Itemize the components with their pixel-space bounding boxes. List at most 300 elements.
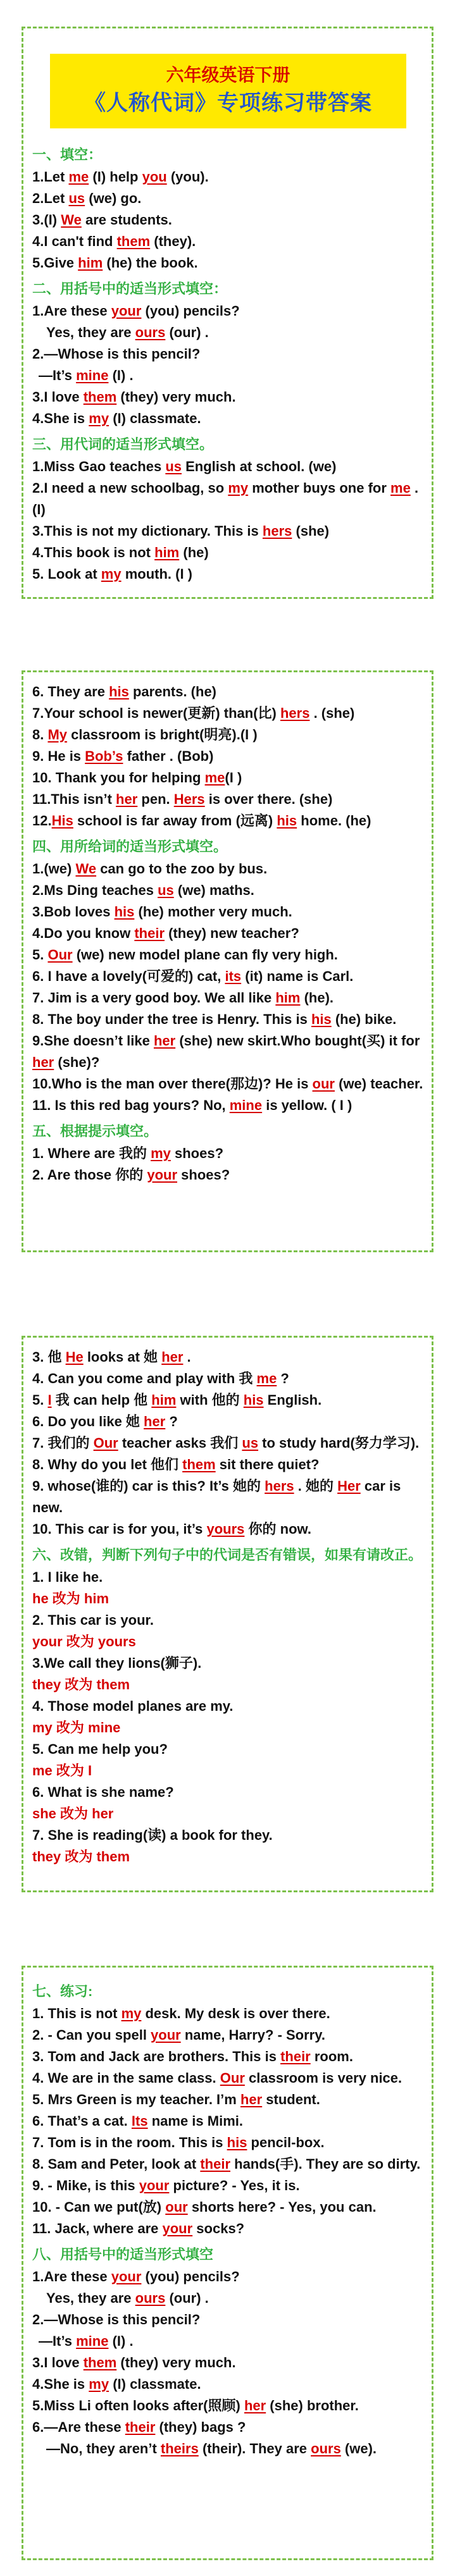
exercise-line bbox=[32, 2068, 424, 2089]
answer-text: your bbox=[151, 2027, 181, 2043]
question-text: —It’s bbox=[39, 2333, 77, 2349]
question-text: 4.She is bbox=[32, 2376, 89, 2392]
answer-text: us bbox=[165, 459, 182, 474]
exercise-line bbox=[32, 923, 424, 944]
exercise-line bbox=[32, 1411, 424, 1433]
answer-text: them bbox=[83, 389, 117, 405]
exercise-line bbox=[32, 2266, 424, 2288]
exercise-line bbox=[32, 456, 424, 478]
answer-text: my bbox=[228, 480, 249, 496]
question-text: (they) new teacher? bbox=[165, 925, 299, 941]
exercise-line bbox=[32, 810, 424, 832]
question-text: (she) bbox=[292, 523, 330, 539]
question-text: 5.Give bbox=[32, 255, 78, 271]
answer-text: her bbox=[240, 2092, 263, 2107]
question-text: 4. We are in the same class. bbox=[32, 2070, 220, 2086]
exercise-line bbox=[32, 2132, 424, 2154]
question-text: (our) . bbox=[165, 2290, 209, 2306]
question-text: home. (he) bbox=[297, 813, 371, 829]
answer-text: hers bbox=[262, 523, 292, 539]
section-heading: 七、练习: bbox=[32, 1983, 93, 1999]
question-text: 10. - Can we put(放) bbox=[32, 2199, 166, 2215]
question-text: 5.Miss Li often looks after(照顾) bbox=[32, 2398, 244, 2413]
answer-text: ours bbox=[135, 2290, 166, 2306]
exercise-line bbox=[32, 365, 424, 386]
question-text: 2. - Can you spell bbox=[32, 2027, 151, 2043]
answer-text: his bbox=[114, 904, 135, 920]
exercise-line bbox=[32, 1433, 424, 1454]
question-text: classroom is bright(明亮).(I ) bbox=[67, 727, 258, 743]
question-text: (she) brother. bbox=[266, 2398, 359, 2413]
section-heading: 四、用所给词的适当形式填空。 bbox=[32, 839, 228, 854]
question-text: 9. whose(谁的) car is this? It’s 她的 bbox=[32, 1478, 265, 1494]
question-text: . 她的 bbox=[294, 1478, 338, 1494]
answer-text: me bbox=[68, 169, 89, 185]
question-text: 9. - Mike, is this bbox=[32, 2178, 139, 2193]
exercise-line bbox=[32, 1009, 424, 1030]
exercise-line bbox=[32, 880, 424, 901]
answer-text: hers bbox=[280, 705, 310, 721]
exercise-line bbox=[32, 343, 424, 365]
question-text: (I) help bbox=[89, 169, 142, 185]
answer-text: me bbox=[390, 480, 411, 496]
correction-answer: my 改为 mine bbox=[32, 1720, 121, 1735]
question-text: picture? - Yes, it is. bbox=[169, 2178, 300, 2193]
question-text: mother buys one for bbox=[248, 480, 391, 496]
question-text: 3.This is not my dictionary. This is bbox=[32, 523, 263, 539]
question-text: 8. Sam and Peter, look at bbox=[32, 2156, 201, 2172]
exercise-line bbox=[32, 1347, 424, 1368]
question-text: are students. bbox=[81, 212, 172, 228]
question-text: 3.I love bbox=[32, 2355, 84, 2370]
exercise-line bbox=[32, 944, 424, 966]
question-text: 6. What is she name? bbox=[32, 1784, 174, 1800]
answer-text: us bbox=[68, 190, 85, 206]
answer-text: ours bbox=[135, 324, 166, 340]
question-text: (we) teacher. bbox=[335, 1076, 423, 1092]
exercise-line bbox=[32, 2309, 424, 2331]
question-text: 8. The boy under the tree is Henry. This is bbox=[32, 1011, 311, 1027]
question-text: pencil-box. bbox=[247, 2135, 325, 2150]
question-text: English. bbox=[263, 1392, 322, 1408]
exercise-line bbox=[32, 789, 424, 810]
answer-text: him bbox=[78, 255, 103, 271]
question-text: name is Mimi. bbox=[147, 2113, 243, 2129]
exercise-line bbox=[32, 300, 424, 322]
question-text: 4.This book is not bbox=[32, 545, 155, 560]
question-text: 你的 now. bbox=[244, 1521, 311, 1537]
question-text: 我 can help 他 bbox=[51, 1392, 152, 1408]
answer-text: theirs bbox=[160, 2441, 199, 2456]
question-text: 7. Tom is in the room. This is bbox=[32, 2135, 227, 2150]
question-text: —It’s bbox=[39, 367, 77, 383]
exercise-line bbox=[32, 2395, 424, 2417]
question-text: —No, they aren’t bbox=[46, 2441, 161, 2456]
question-text: looks at 她 bbox=[83, 1349, 162, 1365]
answer-text: yours bbox=[206, 1521, 245, 1537]
answer-text: their bbox=[200, 2156, 231, 2172]
question-text: (we). bbox=[340, 2441, 377, 2456]
question-text: 6. Do you like 她 bbox=[32, 1414, 144, 1429]
exercise-line bbox=[32, 1610, 424, 1631]
exercise-line bbox=[32, 252, 424, 274]
answer-text: I bbox=[47, 1392, 52, 1408]
answer-text: mine bbox=[76, 367, 109, 383]
exercise-line bbox=[32, 1739, 424, 1760]
question-text: ? bbox=[165, 1414, 178, 1429]
correction-answer: they 改为 them bbox=[32, 1849, 130, 1864]
page-subtitle: 《人称代词》专项练习带答案 bbox=[84, 91, 372, 115]
question-text: (our) . bbox=[165, 324, 209, 340]
answer-text: Our bbox=[47, 947, 73, 963]
exercise-line bbox=[32, 2175, 424, 2197]
answer-text: her bbox=[116, 791, 138, 807]
question-text: 5. bbox=[32, 1392, 48, 1408]
question-text: is yellow. ( I ) bbox=[262, 1097, 352, 1113]
answer-text: her bbox=[153, 1033, 176, 1049]
exercise-line bbox=[32, 564, 424, 585]
question-text: 4.She is bbox=[32, 410, 89, 426]
question-text: shoes? bbox=[170, 1145, 224, 1161]
section-heading: 六、改错，判断下列句子中的代词是否有错误，如果有请改正。 bbox=[32, 1547, 423, 1563]
question-text: 1.Are these bbox=[32, 2269, 111, 2284]
answer-text: them bbox=[83, 2355, 117, 2370]
question-text: 6.—Are these bbox=[32, 2419, 125, 2435]
question-text: sit there quiet? bbox=[215, 1457, 320, 1472]
answer-text: him bbox=[151, 1392, 177, 1408]
answer-text: his bbox=[311, 1011, 332, 1027]
question-text: shoes? bbox=[177, 1167, 230, 1183]
question-text: hands(手). They are so dirty. bbox=[230, 2156, 421, 2172]
exercise-line bbox=[32, 1368, 424, 1390]
question-text: 8. bbox=[32, 727, 48, 743]
question-text: (it) name is Carl. bbox=[241, 968, 354, 984]
answer-text: We bbox=[75, 861, 97, 877]
correction-answer: me 改为 I bbox=[32, 1763, 92, 1778]
question-text: 10.Who is the man over there(那边)? He is bbox=[32, 1076, 313, 1092]
exercise-line bbox=[32, 1519, 424, 1540]
answer-text: his bbox=[227, 2135, 247, 2150]
question-text: 5. Mrs Green is my teacher. I’m bbox=[32, 2092, 240, 2107]
question-text: (they) bags ? bbox=[155, 2419, 246, 2435]
answer-text: your bbox=[147, 1167, 178, 1183]
question-text: 6. That’s a cat. bbox=[32, 2113, 132, 2129]
question-text: 6. I have a lovely(可爱的) cat, bbox=[32, 968, 225, 984]
question-text: 8. Why do you let 他们 bbox=[32, 1457, 183, 1472]
question-text: (I) classmate. bbox=[109, 2376, 201, 2392]
question-text: teacher asks 我们 bbox=[118, 1435, 242, 1451]
answer-text: your bbox=[162, 2221, 193, 2236]
question-text: 7. 我们的 bbox=[32, 1435, 94, 1451]
exercise-line bbox=[32, 188, 424, 209]
section-heading: 五、根据提示填空。 bbox=[32, 1123, 158, 1139]
answer-text: them bbox=[116, 233, 151, 249]
question-text: Yes, they are bbox=[46, 324, 135, 340]
question-text: (I ) bbox=[225, 770, 242, 786]
exercise-line bbox=[32, 1454, 424, 1476]
question-text: 1. This is not bbox=[32, 2006, 122, 2021]
exercise-line bbox=[32, 1653, 424, 1674]
answer-text: Our bbox=[93, 1435, 118, 1451]
exercise-line bbox=[32, 1143, 424, 1164]
exercise-line bbox=[32, 2197, 424, 2218]
answer-text: its bbox=[225, 968, 242, 984]
exercise-line bbox=[32, 1782, 424, 1803]
question-text: (he). bbox=[300, 990, 334, 1006]
exercise-line bbox=[32, 2288, 424, 2309]
question-text: 11.This isn’t bbox=[32, 791, 116, 807]
exercise-line bbox=[32, 703, 424, 724]
question-text: 2.Ms Ding teaches bbox=[32, 882, 158, 898]
question-text: 2.—Whose is this pencil? bbox=[32, 346, 201, 362]
answer-text: their bbox=[134, 925, 165, 941]
exercise-line bbox=[32, 408, 424, 429]
exercise-line bbox=[32, 1095, 424, 1116]
exercise-line bbox=[32, 2024, 424, 2046]
correction-answer: they 改为 them bbox=[32, 1677, 130, 1692]
question-text: (he) bbox=[179, 545, 209, 560]
worksheet-card bbox=[22, 670, 433, 1252]
question-text: (he) the book. bbox=[103, 255, 198, 271]
question-text: . (I) bbox=[32, 480, 419, 517]
exercise-line bbox=[32, 966, 424, 987]
exercise-line bbox=[32, 1390, 424, 1411]
section-heading: 三、用代词的适当形式填空。 bbox=[32, 436, 214, 452]
section-heading: 八、用括号中的适当形式填空 bbox=[32, 2246, 214, 2262]
exercise-line bbox=[32, 322, 424, 343]
question-text: (we) maths. bbox=[173, 882, 254, 898]
question-text: (you) pencils? bbox=[141, 303, 240, 319]
question-text: (he) bike. bbox=[331, 1011, 397, 1027]
answer-text: He bbox=[65, 1349, 84, 1365]
answer-text: Her bbox=[337, 1478, 361, 1494]
worksheet-card bbox=[22, 1336, 433, 1892]
question-text: Yes, they are bbox=[46, 2290, 135, 2306]
answer-text: him bbox=[154, 545, 180, 560]
answer-text: me bbox=[256, 1371, 277, 1386]
question-text: 5. Can me help you? bbox=[32, 1741, 168, 1757]
correction-answer: he 改为 him bbox=[32, 1591, 109, 1606]
exercise-line bbox=[32, 478, 424, 521]
question-text: 3. 他 bbox=[32, 1349, 66, 1365]
exercise-line bbox=[32, 767, 424, 789]
answer-text: ours bbox=[311, 2441, 341, 2456]
question-text: 10. Thank you for helping bbox=[32, 770, 205, 786]
question-text: socks? bbox=[192, 2221, 245, 2236]
answer-text: him bbox=[275, 990, 301, 1006]
exercise-line bbox=[32, 1030, 424, 1073]
exercise-line bbox=[32, 2331, 424, 2352]
question-text: 7.Your school is newer(更新) than(比) bbox=[32, 705, 280, 721]
exercise-line bbox=[32, 2417, 424, 2438]
exercise-line bbox=[32, 2003, 424, 2024]
answer-text: your bbox=[111, 2269, 142, 2284]
answer-text: Its bbox=[131, 2113, 148, 2129]
question-text: (he) mother very much. bbox=[134, 904, 292, 920]
question-text: (you) pencils? bbox=[141, 2269, 240, 2284]
answer-text: their bbox=[280, 2049, 311, 2064]
question-text: 4. Those model planes are my. bbox=[32, 1698, 234, 1714]
exercise-line bbox=[32, 858, 424, 880]
question-text: (they) very much. bbox=[116, 2355, 236, 2370]
answer-text: their bbox=[125, 2419, 156, 2435]
answer-text: His bbox=[51, 813, 73, 829]
question-text: ? bbox=[277, 1371, 289, 1386]
exercise-line bbox=[32, 901, 424, 923]
question-text: . (she) bbox=[309, 705, 355, 721]
answer-text: my bbox=[89, 410, 109, 426]
question-text: 3.We call they lions(狮子). bbox=[32, 1655, 202, 1671]
question-text: (you). bbox=[166, 169, 209, 185]
question-text: (she)? bbox=[54, 1054, 100, 1070]
exercise-line bbox=[32, 209, 424, 231]
question-text: can go to the zoo by bus. bbox=[96, 861, 268, 877]
answer-text: my bbox=[121, 2006, 142, 2021]
question-text: student. bbox=[262, 2092, 320, 2107]
worksheet-card bbox=[22, 1966, 433, 2560]
question-text: 1.Miss Gao teaches bbox=[32, 459, 166, 474]
question-text: 1. Where are 我的 bbox=[32, 1145, 151, 1161]
question-text: 2. This car is your. bbox=[32, 1612, 154, 1628]
question-text: 10. This car is for you, it’s bbox=[32, 1521, 207, 1537]
question-text: English at school. (we) bbox=[182, 459, 337, 474]
question-text: 2.Let bbox=[32, 190, 69, 206]
question-text: classroom is very nice. bbox=[244, 2070, 402, 2086]
answer-text: hers bbox=[265, 1478, 294, 1494]
exercise-line bbox=[32, 681, 424, 703]
answer-text: his bbox=[243, 1392, 264, 1408]
exercise-line bbox=[32, 231, 424, 252]
exercise-line bbox=[32, 1476, 424, 1519]
exercise-line bbox=[32, 2218, 424, 2240]
question-text: (we) go. bbox=[85, 190, 142, 206]
question-text: 3.I love bbox=[32, 389, 84, 405]
question-text: 7. Jim is a very good boy. We all like bbox=[32, 990, 276, 1006]
question-text: (she) new skirt.Who bought(买) it for bbox=[175, 1033, 420, 1049]
question-text: (I) classmate. bbox=[109, 410, 201, 426]
exercise-line bbox=[32, 166, 424, 188]
question-text: 6. They are bbox=[32, 684, 109, 699]
question-text: 3.(I) bbox=[32, 212, 61, 228]
question-text: 4. Can you come and play with 我 bbox=[32, 1371, 257, 1386]
question-text: 5. bbox=[32, 947, 48, 963]
exercise-line bbox=[32, 987, 424, 1009]
question-text: 7. She is reading(读) a book for they. bbox=[32, 1827, 273, 1843]
exercise-line bbox=[32, 521, 424, 542]
question-text: (they) very much. bbox=[116, 389, 236, 405]
answer-text: my bbox=[101, 566, 122, 582]
correction-answer: your 改为 yours bbox=[32, 1634, 136, 1649]
question-text: (I) . bbox=[108, 2333, 134, 2349]
answer-text: us bbox=[158, 882, 174, 898]
answer-text: We bbox=[61, 212, 82, 228]
question-text: 4.I can't find bbox=[32, 233, 117, 249]
question-text: 1.(we) bbox=[32, 861, 76, 877]
answer-text: mine bbox=[76, 2333, 109, 2349]
exercise-line bbox=[32, 2374, 424, 2395]
answer-text: Hers bbox=[173, 791, 205, 807]
question-text: 11. Jack, where are bbox=[32, 2221, 163, 2236]
question-text: mouth. (I ) bbox=[121, 566, 193, 582]
exercise-line bbox=[32, 1696, 424, 1717]
question-text: to study hard(努力学习). bbox=[258, 1435, 420, 1451]
question-text: 9. He is bbox=[32, 748, 85, 764]
question-text: 3. Tom and Jack are brothers. This is bbox=[32, 2049, 281, 2064]
question-text: 1.Are these bbox=[32, 303, 111, 319]
answer-text: us bbox=[242, 1435, 259, 1451]
question-text: is over there. (she) bbox=[204, 791, 333, 807]
correction-answer: she 改为 her bbox=[32, 1806, 114, 1821]
answer-text: you bbox=[142, 169, 167, 185]
question-text: desk. My desk is over there. bbox=[141, 2006, 330, 2021]
exercise-line bbox=[32, 746, 424, 767]
question-text: 4.Do you know bbox=[32, 925, 135, 941]
section-heading: 二、用括号中的适当形式填空： bbox=[32, 281, 228, 297]
answer-text: her bbox=[32, 1054, 54, 1070]
answer-text: his bbox=[109, 684, 129, 699]
question-text: parents. (he) bbox=[128, 684, 217, 699]
answer-text: her bbox=[144, 1414, 166, 1429]
exercise-line bbox=[32, 1825, 424, 1846]
answer-text: our bbox=[312, 1076, 335, 1092]
question-text: 9.She doesn’t like bbox=[32, 1033, 154, 1049]
exercise-line bbox=[32, 1567, 424, 1588]
answer-text: her bbox=[161, 1349, 184, 1365]
question-text: 1. I like he. bbox=[32, 1569, 103, 1585]
answer-text: My bbox=[47, 727, 68, 743]
exercise-line bbox=[32, 2438, 424, 2460]
answer-text: her bbox=[244, 2398, 266, 2413]
question-text: name, Harry? - Sorry. bbox=[180, 2027, 325, 2043]
answer-text: Our bbox=[220, 2070, 245, 2086]
question-text: with 他的 bbox=[176, 1392, 244, 1408]
answer-text: me bbox=[204, 770, 225, 786]
exercise-line bbox=[32, 2352, 424, 2374]
question-text: (I) . bbox=[108, 367, 134, 383]
question-text: car is new. bbox=[32, 1478, 401, 1515]
exercise-line bbox=[32, 1164, 424, 1186]
answer-text: your bbox=[139, 2178, 170, 2193]
exercise-line bbox=[32, 386, 424, 408]
question-text: . bbox=[183, 1349, 191, 1365]
answer-text: my bbox=[89, 2376, 109, 2392]
question-text: school is far away from (远离) bbox=[73, 813, 277, 829]
question-text: 2.I need a new schoolbag, so bbox=[32, 480, 228, 496]
exercise-line bbox=[32, 2089, 424, 2111]
question-text: 1.Let bbox=[32, 169, 69, 185]
question-text: (they). bbox=[150, 233, 196, 249]
question-text: room. bbox=[310, 2049, 353, 2064]
answer-text: them bbox=[182, 1457, 216, 1472]
exercise-line bbox=[32, 542, 424, 564]
answer-text: your bbox=[111, 303, 142, 319]
question-text: 11. Is this red bag yours? No, bbox=[32, 1097, 230, 1113]
answer-text: Bob’s bbox=[85, 748, 123, 764]
question-text: (we) new model plane can fly very high. bbox=[72, 947, 338, 963]
question-text: 2. Are those 你的 bbox=[32, 1167, 147, 1183]
question-text: shorts here? - Yes, you can. bbox=[187, 2199, 377, 2215]
answer-text: his bbox=[277, 813, 297, 829]
exercise-line bbox=[32, 2046, 424, 2068]
exercise-line bbox=[32, 1073, 424, 1095]
answer-text: my bbox=[151, 1145, 171, 1161]
exercise-line bbox=[32, 2154, 424, 2175]
page-title: 六年级英语下册 bbox=[166, 65, 290, 85]
answer-text: mine bbox=[229, 1097, 263, 1113]
question-text: father . (Bob) bbox=[123, 748, 214, 764]
question-text: 5. Look at bbox=[32, 566, 101, 582]
question-text: (their). They are bbox=[198, 2441, 311, 2456]
